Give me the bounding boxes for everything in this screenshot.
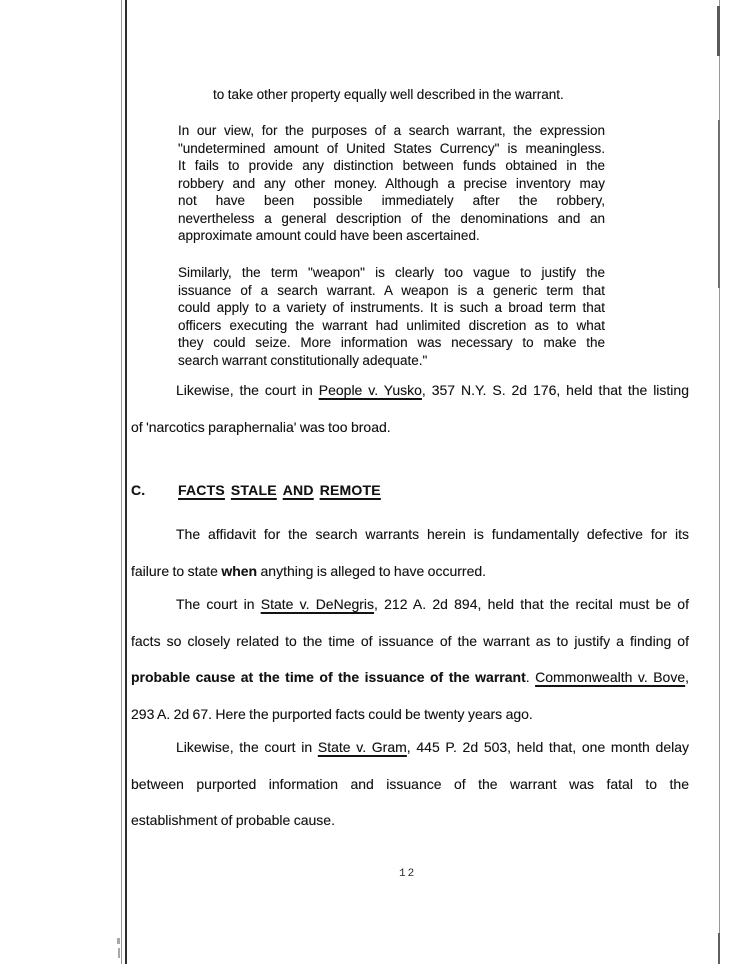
text-segment: Likewise, the court in	[176, 382, 319, 398]
heading-word: REMOTE	[319, 482, 381, 498]
text-line	[178, 175, 605, 193]
paragraph-denegris	[131, 586, 689, 732]
text-segment: The affidavit for the search warrants herein is fundamentally defective for its	[176, 526, 689, 542]
text-segment: failure to state	[131, 562, 222, 579]
heading-word: FACTS	[178, 482, 225, 498]
case-citation: Commonwealth v. Bove	[535, 669, 686, 685]
text-segment: between purported information and issuance of the warrant was fatal to the	[131, 775, 689, 792]
text-line	[178, 334, 605, 352]
text-segment: they could seize. More information was necessary to make the	[178, 335, 605, 350]
text-segment: Similarly, the term "weapon" is clearly too vague to justify the	[178, 265, 605, 280]
scan-edge-mark-mid-right	[718, 120, 720, 288]
text-segment: probable cause at the time of the issuance of the warrant	[131, 669, 526, 685]
text-line	[178, 282, 605, 300]
text-segment: facts so closely related to the time of issuance of the warrant as to justify a finding of	[131, 632, 689, 649]
paragraph-yusko	[131, 372, 689, 445]
quote-continuation-line	[213, 86, 623, 104]
section-letter: C.	[131, 482, 146, 498]
text-line	[178, 192, 605, 210]
text-segment: robbery and any other money. Although a precise inventory may	[178, 175, 605, 191]
text-segment: The court in	[176, 596, 261, 612]
text-segment: , 212 A. 2d 894, held that the recital must be of	[374, 596, 689, 612]
text-segment: approximate amount could have been ascertained.	[178, 228, 480, 243]
text-line	[178, 264, 605, 282]
text-segment: nevertheless a general description of the denominations and an	[178, 210, 605, 226]
text-segment: .	[525, 669, 536, 685]
text-line	[131, 729, 689, 766]
scan-smudge	[117, 938, 120, 944]
text-line	[131, 372, 689, 409]
text-segment: 293 A. 2d 67. Here the purported facts could be twenty years ago.	[131, 705, 533, 722]
text-line	[178, 299, 605, 317]
text-segment: It fails to provide any distinction between funds obtained in the	[178, 158, 605, 173]
text-segment: when	[221, 562, 258, 579]
paragraph-affidavit	[131, 516, 689, 589]
text-line	[131, 409, 689, 446]
text-segment: , 357 N.Y. S. 2d 176, held that the listing	[421, 382, 689, 398]
text-line	[178, 352, 605, 370]
text-line	[131, 659, 689, 696]
text-line	[178, 122, 605, 140]
scan-smudge	[118, 948, 120, 958]
text-segment: anything is alleged to have occurred.	[257, 562, 487, 579]
text-line	[131, 766, 689, 803]
text-segment: "undetermined amount of United States Currency" is meaningless.	[178, 140, 605, 156]
text-segment: establishment of probable cause.	[131, 812, 335, 828]
scan-edge-line-left-outer	[121, 0, 122, 964]
scan-edge-mark-bottom-right	[718, 933, 720, 964]
case-citation: People v. Yusko	[318, 382, 422, 398]
scan-edge-mark-top-right	[717, 6, 720, 56]
text-line	[178, 157, 605, 175]
heading-word: STALE	[230, 482, 277, 498]
heading-word: AND	[282, 482, 314, 498]
text-line	[131, 516, 689, 553]
text-segment: officers executing the warrant had unlimited discretion as to what	[178, 317, 605, 333]
text-segment: to take other property equally well described in the warrant.	[213, 87, 564, 102]
case-citation: State v. Gram	[317, 739, 407, 755]
section-heading	[131, 482, 387, 498]
text-segment: of 'narcotics paraphernalia' was too broad.	[131, 418, 391, 435]
text-line	[131, 586, 689, 623]
section-title	[178, 482, 387, 498]
text-segment: not have been possible immediately after the robbery,	[178, 193, 605, 208]
scan-edge-line-left-inner	[125, 0, 127, 964]
text-line	[178, 227, 605, 245]
quote-block-currency	[178, 122, 605, 245]
text-line	[131, 802, 689, 839]
page-number: 12	[399, 868, 417, 880]
text-segment: could apply to a variety of instruments. It is such a broad term that	[178, 300, 605, 315]
text-line	[178, 140, 605, 158]
paragraph-gram	[131, 729, 689, 839]
text-segment: search warrant constitutionally adequate."	[178, 352, 428, 368]
text-segment: In our view, for the purposes of a search warrant, the expression	[178, 123, 605, 138]
text-line	[131, 623, 689, 660]
text-line	[178, 317, 605, 335]
text-segment: , 445 P. 2d 503, held that, one month delay	[406, 739, 689, 755]
quote-block-weapon	[178, 264, 605, 369]
case-citation: State v. DeNegris	[260, 596, 375, 612]
text-segment: Likewise, the court in	[176, 739, 318, 755]
text-line	[131, 696, 689, 733]
text-segment: ,	[685, 669, 689, 685]
text-line	[131, 553, 689, 590]
text-line	[178, 210, 605, 228]
text-segment: issuance of a search warrant. A weapon is a generic term that	[178, 282, 605, 298]
text-line	[213, 86, 623, 104]
